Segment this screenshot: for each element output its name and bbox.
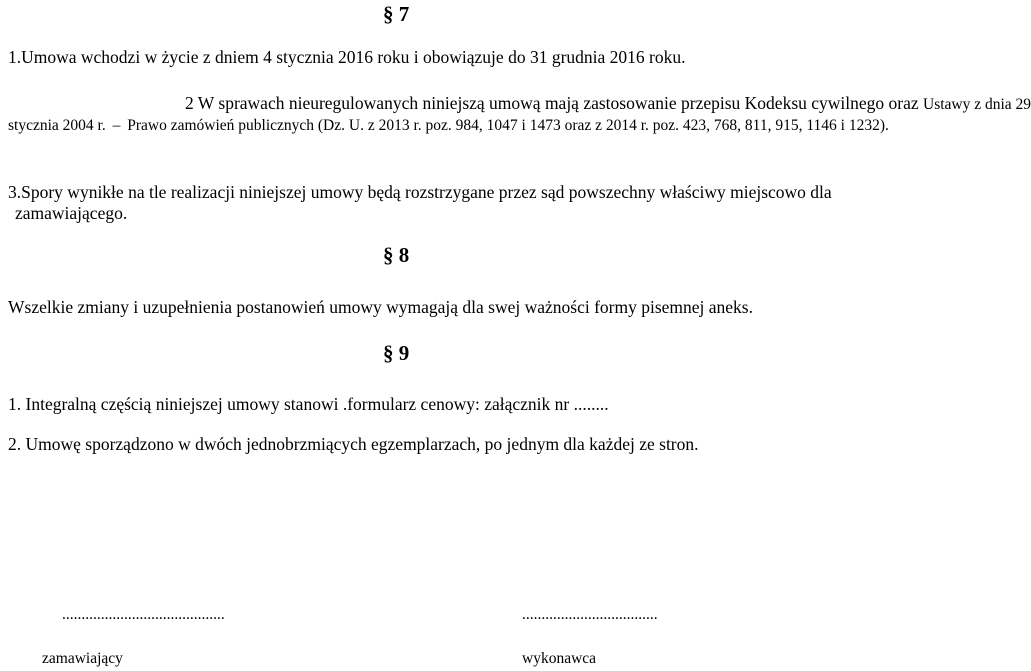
section-7-heading: § 7 <box>383 2 410 26</box>
section-7-paragraph-2-line-1 <box>185 93 1031 114</box>
section-7-paragraph-3-line-2: zamawiającego. <box>15 203 128 223</box>
section-8-paragraph-1: Wszelkie zmiany i uzupełnienia postanowień umowy wymagają dla swej ważności formy pisemnej aneks. <box>8 297 753 317</box>
section-9-paragraph-2: 2. Umowę sporządzono w dwóch jednobrzmiących egzemplarzach, po jednym dla każdej ze stron. <box>8 434 699 454</box>
section-7-paragraph-2-line-2 <box>8 117 889 135</box>
section-7-paragraph-3-line-1: 3.Spory wynikłe na tle realizacji niniejszej umowy będą rozstrzygane przez sąd powszechny właściwy miejscowo dla <box>8 182 832 202</box>
section-7-paragraph-1: 1.Umowa wchodzi w życie z dniem 4 stycznia 2016 roku i obowiązuje do 31 grudnia 2016 roku. <box>8 47 686 67</box>
section-7-paragraph-2-date: stycznia 2004 r. <box>8 117 106 134</box>
section-7-paragraph-2-line-1-text: 2 W sprawach nieuregulowanych niniejszą umową mają zastosowanie przepisu Kodeksu cywilnego oraz <box>185 93 919 113</box>
section-8-heading: § 8 <box>383 243 410 267</box>
section-7-paragraph-2-line-1-tail: Ustawy z dnia 29 <box>923 96 1031 113</box>
section-9-paragraph-1: 1. Integralną częścią niniejszej umowy stanowi .formularz cenowy: załącznik nr ........ <box>8 394 609 414</box>
signature-line-right: ................................... <box>522 606 658 623</box>
signature-label-left: zamawiający <box>42 650 123 667</box>
signature-line-left: .......................................... <box>62 606 225 623</box>
signature-label-right: wykonawca <box>522 650 597 667</box>
em-dash: – <box>112 117 121 134</box>
section-7-paragraph-2-law-reference: Prawo zamówień publicznych (Dz. U. z 2013 r. poz. 984, 1047 i 1473 oraz z 2014 r. poz. 423, 768, 811, 915, 1146 i 1232). <box>127 117 889 134</box>
section-9-heading: § 9 <box>383 341 410 365</box>
